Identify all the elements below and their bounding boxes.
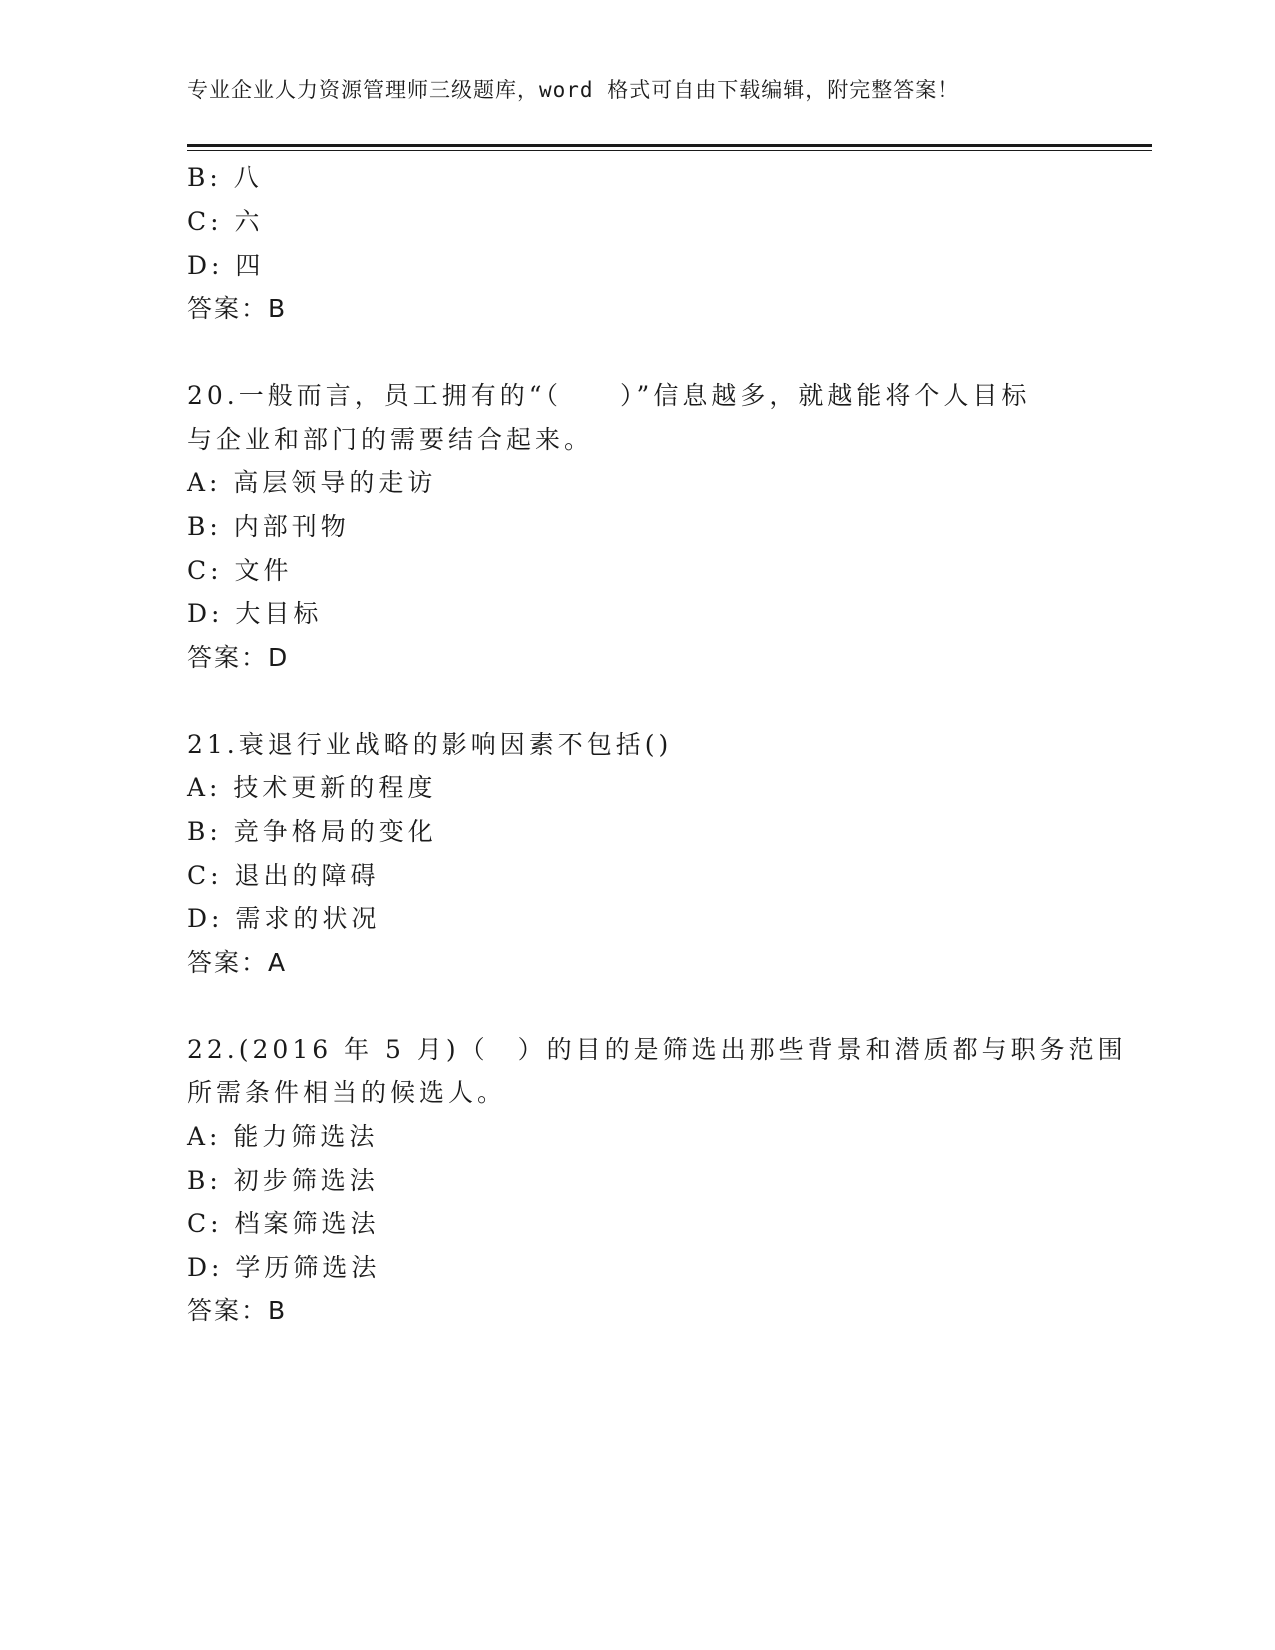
q22-option-d: D: 学历筛选法 bbox=[187, 1253, 381, 1282]
q21-option-d: D: 需求的状况 bbox=[187, 904, 381, 933]
q21-option-b: B: 竞争格局的变化 bbox=[187, 817, 437, 846]
q20-option-b: B: 内部刊物 bbox=[187, 512, 350, 541]
q22-stem-line1: 22.(2016 年 5 月)（ ）的目的是筛选出那些背景和潜质都与职务范围 bbox=[187, 1035, 1127, 1064]
header-rule-thick bbox=[187, 144, 1152, 147]
q21-option-c: C: 退出的障碍 bbox=[187, 861, 380, 890]
q20-answer: 答案：D bbox=[187, 643, 290, 672]
q22-option-a: A: 能力筛选法 bbox=[187, 1122, 379, 1151]
q20-stem-line1: 20.一般而言，员工拥有的“（ ）”信息越多，就越能将个人目标 bbox=[187, 381, 1031, 410]
q22-option-b: B: 初步筛选法 bbox=[187, 1166, 379, 1195]
q20-option-a: A: 高层领导的走访 bbox=[187, 468, 437, 497]
q22-answer: 答案：B bbox=[187, 1296, 288, 1325]
q20-option-d: D: 大目标 bbox=[187, 599, 323, 628]
q19-option-b: B: 八 bbox=[187, 163, 263, 192]
q21-stem-line1: 21.衰退行业战略的影响因素不包括() bbox=[187, 730, 673, 759]
q19-option-d: D: 四 bbox=[187, 251, 265, 280]
q19-option-c: C: 六 bbox=[187, 207, 264, 236]
q19-answer: 答案：B bbox=[187, 294, 288, 323]
header-rule-thin bbox=[187, 150, 1152, 151]
q22-option-c: C: 档案筛选法 bbox=[187, 1209, 380, 1238]
page-header: 专业企业人力资源管理师三级题库，word 格式可自由下载编辑，附完整答案！ bbox=[187, 78, 960, 102]
q20-option-c: C: 文件 bbox=[187, 556, 293, 585]
q21-answer: 答案：A bbox=[187, 948, 288, 977]
q22-stem-line2: 所需条件相当的候选人。 bbox=[187, 1078, 507, 1107]
q20-stem-line2: 与企业和部门的需要结合起来。 bbox=[187, 425, 594, 454]
q21-option-a: A: 技术更新的程度 bbox=[187, 773, 437, 802]
